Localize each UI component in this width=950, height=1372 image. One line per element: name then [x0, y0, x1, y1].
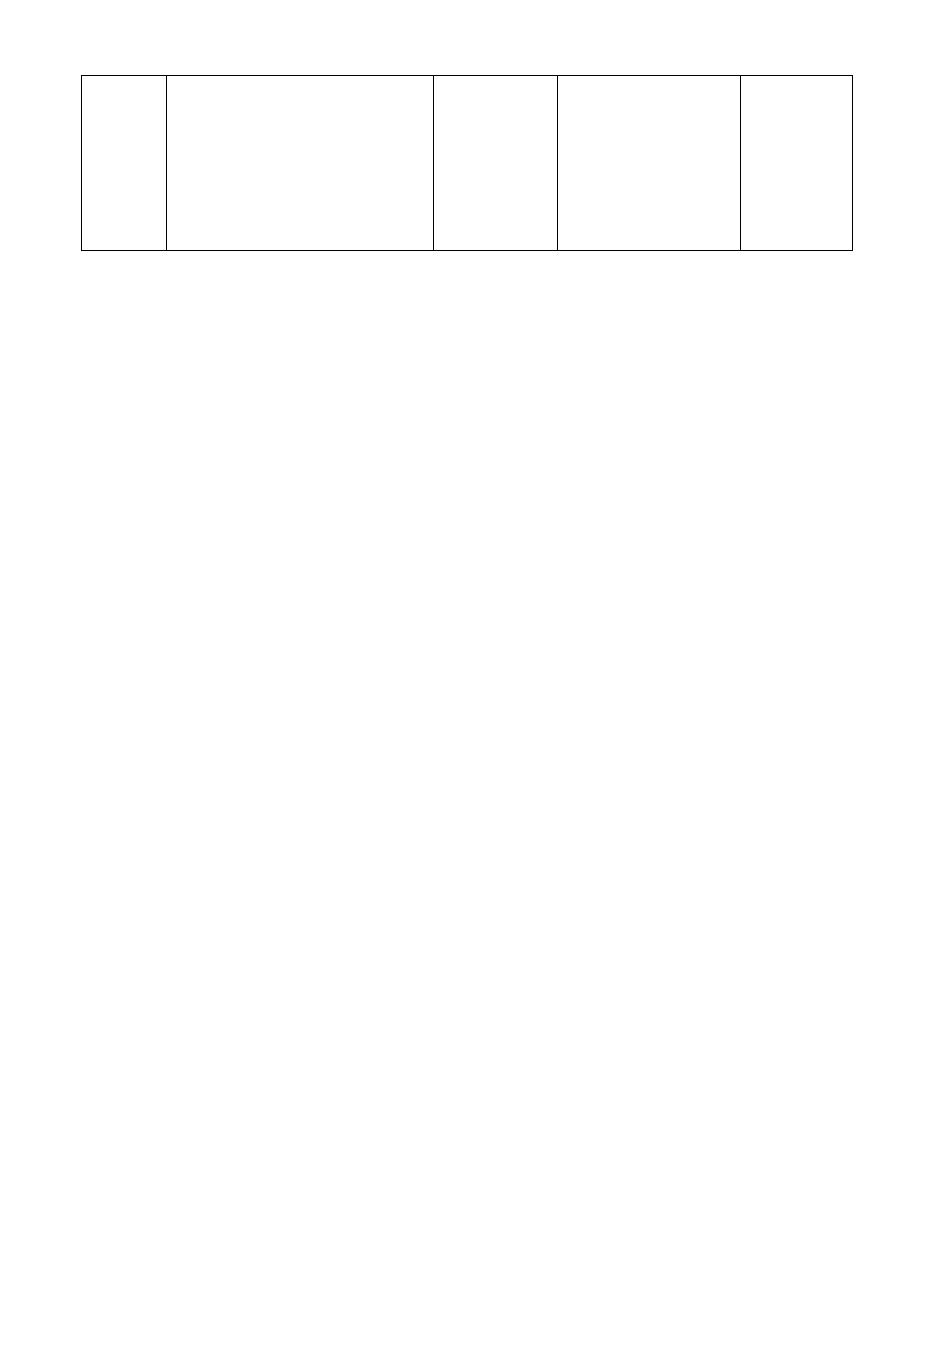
table-cell-3: [434, 76, 558, 251]
table-cell-2: [167, 76, 434, 251]
table-cell-5: [741, 76, 853, 251]
table-cell-4: [558, 76, 741, 251]
lesson-plan-table: [81, 75, 853, 251]
table-cell-1: [82, 76, 167, 251]
